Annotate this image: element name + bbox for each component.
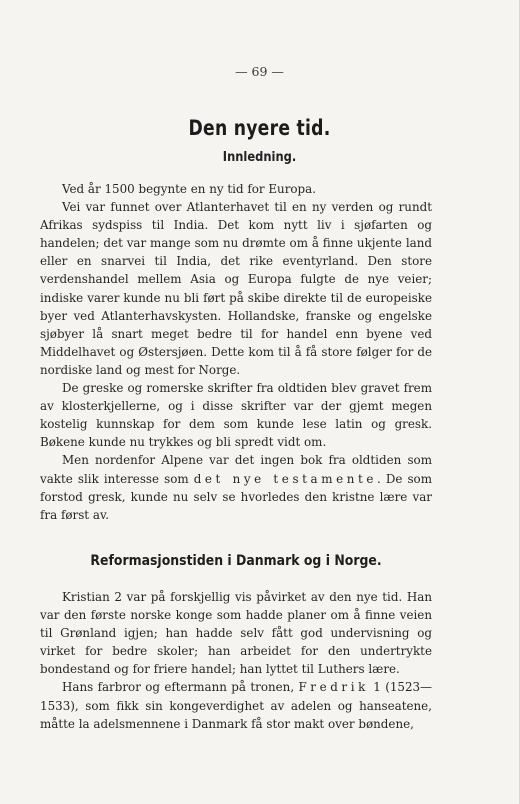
paragraph: De greske og romerske skrifter fra oldtiden blev gravet frem av klosterkjellerne, og i disse skrifter var der gjemt megen kostelig kunnskap for dem som kunde lese latin og gresk. Bøkene kunde nu trykkes og bli spredt vidt om.: [40, 381, 432, 450]
chapter-title: Den nyere tid.: [188, 116, 331, 140]
paragraph: Ved år 1500 begynte en ny tid for Europa.: [62, 182, 317, 196]
text-run: . De som forstod gresk, kunde nu selv se hvorledes den kristne lære var fra først av.: [40, 471, 432, 522]
page-number: — 69 —: [235, 64, 284, 79]
text-run: 1 (1523—1533), som fikk sin kongeverdighet av adelen og hanseatene, måtte la adelsmennene i Danmark få stor makt over bøndene,: [40, 680, 432, 731]
spaced-emphasis: det nye testamente: [193, 471, 378, 486]
paragraph: [40, 451, 432, 523]
text-run: Men nordenfor Alpene var det ingen bok fra oldtiden som vakte slik interesse som: [40, 453, 432, 486]
reformation-text: [40, 588, 432, 733]
spaced-emphasis: Fredrik: [298, 680, 369, 695]
paragraph: Vei var funnet over Atlanterhavet til en ny verden og rundt Afrikas sydspiss til India. Det kom nytt liv i sjøfarten og handelen; det var mange som nu drømte om å finne ukjente land eller en snarvei til India, det rike eventyrland. Den store verdenshandel mellem Asia og Europa fulgte de nye veier; indiske varer kunde nu bli ført på skibe direkte til de europeiske byer ved Atlanterhavskysten. Hollandske, franske og engelske sjøbyer lå snart meget bedre til for handel enn byene ved Middelhavet og Østersjøen. Dette kom til å få store følger for de nordiske land og mest for Norge.: [40, 200, 432, 377]
section-heading: Reformasjonstiden i Danmark og i Norge.: [90, 553, 382, 569]
introduction-text: [40, 180, 432, 524]
paragraph: [40, 678, 432, 732]
text-run: Hans farbror og eftermann på tronen,: [62, 680, 299, 695]
paragraph: Kristian 2 var på forskjellig vis påvirket av den nye tid. Han var den første norske konge som hadde planer om å finne veien til Grønland igjen; han hadde selv fått god undervisning og virket for bedre skoler; han arbeidet for den undertrykte bondestand og for friere handel; han lyttet til Luthers lære.: [40, 590, 432, 677]
chapter-subtitle: Innledning.: [222, 149, 297, 165]
